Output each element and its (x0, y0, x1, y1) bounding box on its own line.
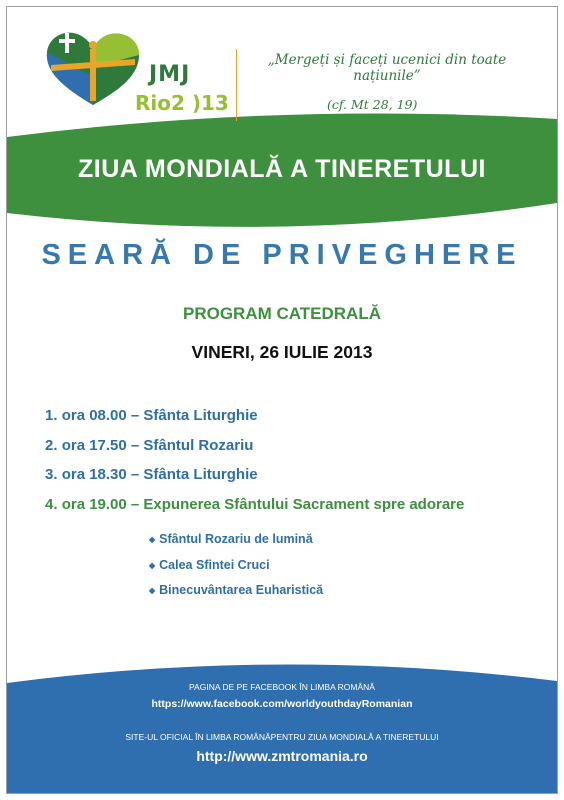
program-subtitle: PROGRAM CATEDRALĂ (182, 304, 381, 323)
bible-reference: (cf. Mt 28, 19) (327, 97, 418, 112)
site-label: SITE-UL OFICIAL ÎN LIMBA ROMÂNĂPENTRU ZIUA MONDIALĂ A TINERETULUI (125, 732, 439, 742)
schedule-item-number: 3. (45, 466, 58, 483)
schedule-item-number: 2. (45, 436, 58, 454)
schedule-item (45, 431, 464, 461)
diamond-bullet-icon: ◆ (149, 560, 156, 570)
schedule-item-text: ora 19.00 – Expunerea Sfântului Sacrament spre adorare (61, 495, 465, 513)
logo-jmj-text: JMJ (149, 62, 191, 87)
bible-quote: „Mergeți și faceți ucenici din toate națiunile” (267, 52, 507, 84)
page-title: SEARĂ DE PRIVEGHERE (41, 239, 523, 271)
blue-footer (7, 647, 557, 793)
schedule-item-number: 4. (45, 495, 58, 513)
adoration-sublist (149, 527, 323, 604)
header-divider (236, 49, 237, 121)
sublist-item (149, 553, 323, 579)
band-title: ZIUA MONDIALĂ A TINERETULUI (78, 155, 486, 183)
sublist-item (149, 527, 323, 553)
schedule-list (45, 401, 464, 519)
schedule-item (45, 401, 464, 431)
diamond-bullet-icon: ◆ (149, 535, 156, 544)
sublist-item (149, 578, 323, 604)
sublist-item-text: Sfântul Rozariu de lumină (159, 532, 313, 546)
schedule-item-text: ora 18.30 – Sfânta Liturghie (61, 466, 258, 483)
schedule-item-text: ora 17.50 – Sfântul Rozariu (61, 436, 254, 454)
logo-rio-text: Rio2 )13 (135, 91, 229, 115)
facebook-link[interactable]: https://www.facebook.com/worldyouthdayRomanian (151, 698, 413, 710)
event-date: VINERI, 26 IULIE 2013 (191, 342, 373, 362)
jmj-heart-logo (43, 27, 143, 107)
site-link[interactable]: http://www.zmtromania.ro (196, 748, 368, 764)
schedule-item-text: ora 08.00 – Sfânta Liturghie (61, 407, 258, 424)
schedule-item (45, 490, 464, 520)
facebook-label: PAGINA DE PE FACEBOOK ÎN LIMBA ROMÂNĂ (189, 682, 375, 692)
poster (6, 6, 558, 794)
diamond-bullet-icon: ◆ (149, 586, 156, 595)
schedule-item (45, 460, 464, 490)
sublist-item-text: Calea Sfintei Cruci (159, 557, 270, 572)
schedule-item-number: 1. (45, 407, 58, 424)
sublist-item-text: Binecuvântarea Euharistică (159, 583, 324, 597)
